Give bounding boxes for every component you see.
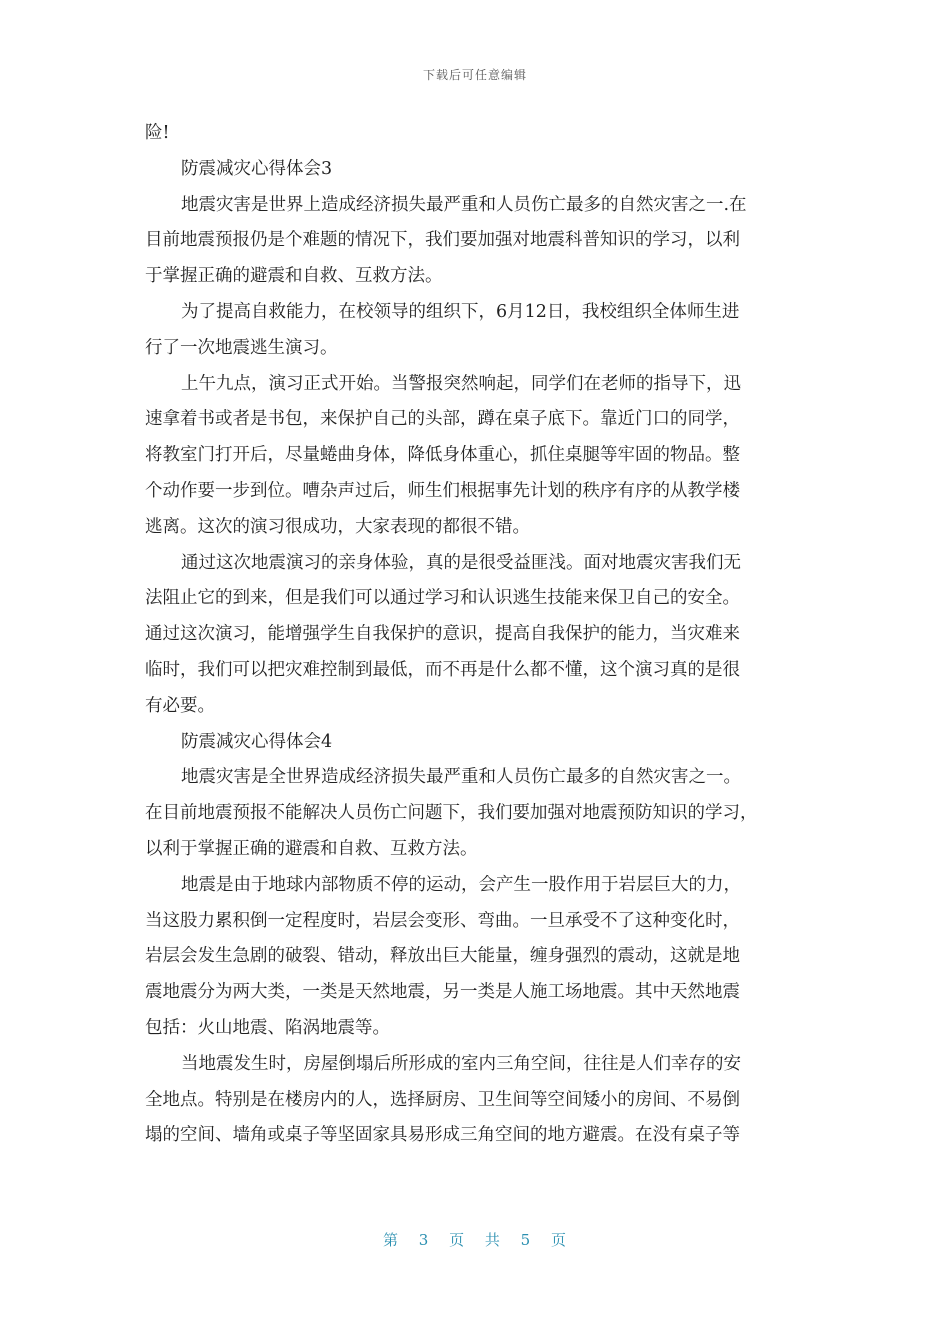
text-line: 通过这次演习，能增强学生自我保护的意识，提高自我保护的能力，当灾难来 (145, 624, 740, 645)
text-line: 包括：火山地震、陷涡地震等。 (145, 1017, 390, 1038)
text-line: 全地点。特别是在楼房内的人，选择厨房、卫生间等空间矮小的房间、不易倒 (145, 1089, 740, 1110)
text-line: 目前地震预报仍是个难题的情况下，我们要加强对地震科普知识的学习，以利 (145, 230, 740, 251)
text-line: 当这股力累积倒一定程度时，岩层会变形、弯曲。一旦承受不了这种变化时， (145, 910, 740, 931)
text-line: 在目前地震预报不能解决人员伤亡问题下，我们要加强对地震预防知识的学习， (145, 803, 758, 824)
text-line: 地震灾害是世界上造成经济损失最严重和人员伤亡最多的自然灾害之一.在 (181, 194, 747, 215)
section-heading: 防震减灾心得体会3 (181, 158, 333, 179)
text-line: 岩层会发生急剧的破裂、错动，释放出巨大能量，缠身强烈的震动，这就是地 (145, 946, 740, 967)
page-header: 下载后可任意编辑 (422, 68, 527, 82)
text-line: 以利于掌握正确的避震和自救、互救方法。 (145, 838, 478, 859)
text-line: 为了提高自救能力，在校领导的组织下，6月12日，我校组织全体师生进 (181, 301, 740, 322)
text-line: 当地震发生时，房屋倒塌后所形成的室内三角空间，往往是人们幸存的安 (181, 1053, 741, 1074)
text-line: 速拿着书或者是书包，来保护自己的头部，蹲在桌子底下。靠近门口的同学， (145, 409, 740, 430)
text-line: 险! (145, 123, 170, 143)
document-body (145, 116, 807, 1154)
text-line: 震地震分为两大类，一类是天然地震，另一类是人施工场地震。其中天然地震 (145, 982, 740, 1003)
text-line: 将教室门打开后，尽量蜷曲身体，降低身体重心，抓住桌腿等牢固的物品。整 (145, 445, 740, 466)
text-line: 地震灾害是全世界造成经济损失最严重和人员伤亡最多的自然灾害之一。 (181, 767, 741, 788)
text-line: 于掌握正确的避震和自救、互救方法。 (145, 266, 443, 287)
text-line: 塌的空间、墙角或桌子等坚固家具易形成三角空间的地方避震。在没有桌子等 (145, 1125, 740, 1146)
text-line: 地震是由于地球内部物质不停的运动，会产生一股作用于岩层巨大的力， (181, 874, 741, 895)
page-footer: 第 3 页 共 5 页 (383, 1231, 567, 1249)
text-line: 临时，我们可以把灾难控制到最低，而不再是什么都不懂，这个演习真的是很 (145, 659, 740, 680)
text-line: 行了一次地震逃生演习。 (145, 337, 338, 358)
text-line: 通过这次地震演习的亲身体验，真的是很受益匪浅。面对地震灾害我们无 (181, 552, 741, 573)
text-line: 上午九点，演习正式开始。当警报突然响起，同学们在老师的指导下，迅 (181, 373, 741, 394)
section-heading: 防震减灾心得体会4 (181, 731, 333, 752)
text-line: 个动作要一步到位。嘈杂声过后，师生们根据事先计划的秩序有序的从教学楼 (145, 480, 740, 501)
text-line: 有必要。 (145, 695, 215, 716)
text-line: 逃离。这次的演习很成功，大家表现的都很不错。 (145, 516, 530, 537)
text-line: 法阻止它的到来，但是我们可以通过学习和认识逃生技能来保卫自己的安全。 (145, 588, 740, 609)
